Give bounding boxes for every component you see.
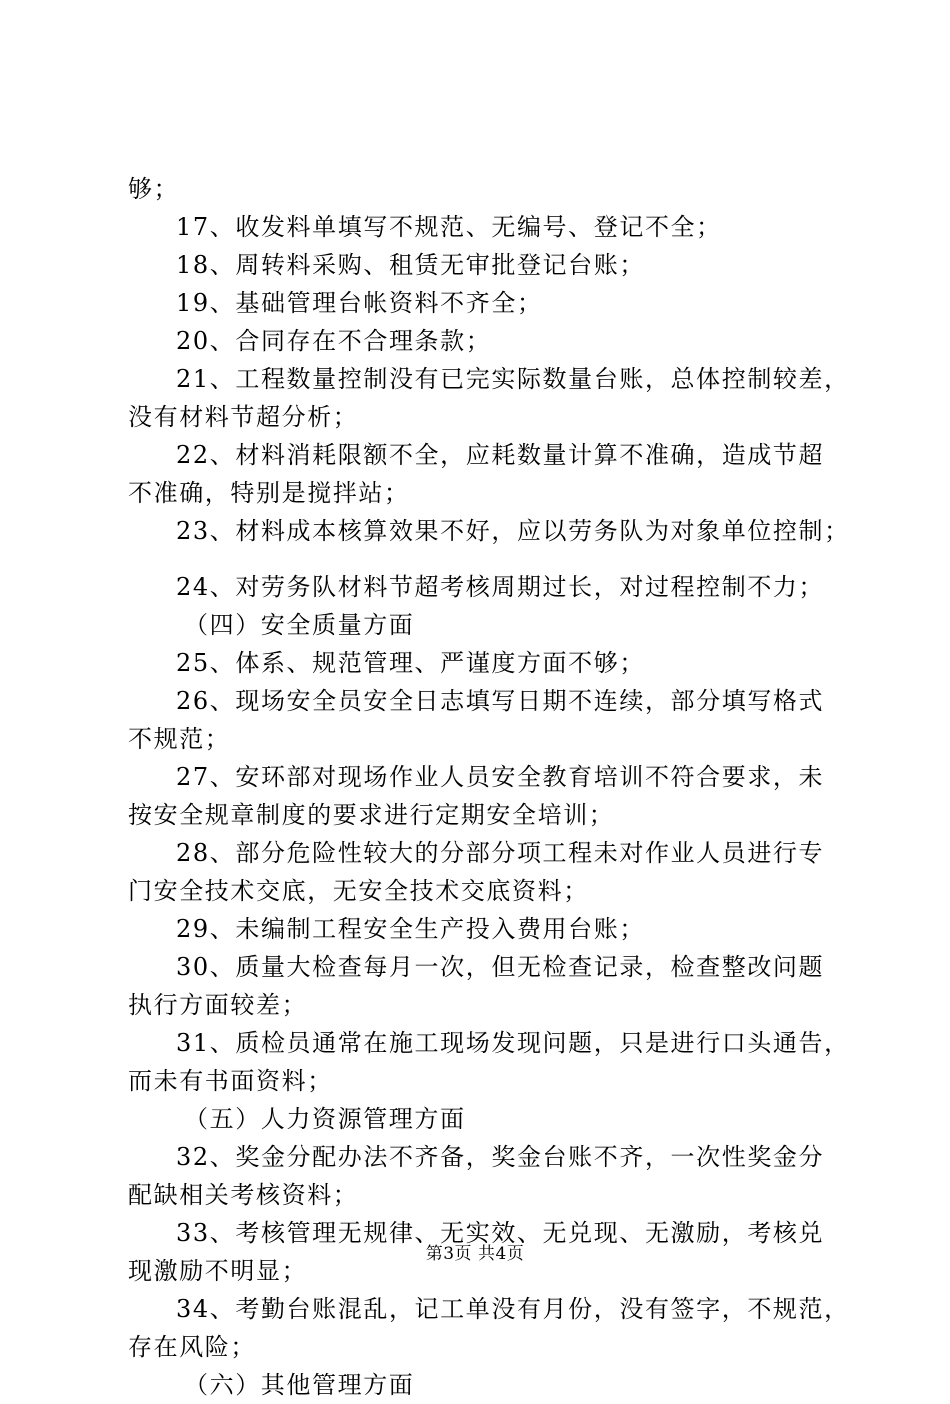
list-item-21-continued: 没有材料节超分析； <box>128 403 359 431</box>
list-item-17: 17、收发料单填写不规范、无编号、登记不全； <box>176 213 722 241</box>
list-item-23: 23、材料成本核算效果不好，应以劳务队为对象单位控制； <box>176 517 850 545</box>
list-item-33: 33、考核管理无规律、无实效、无兑现、无激励，考核兑 <box>176 1219 825 1247</box>
list-item-27: 27、安环部对现场作业人员安全教育培训不符合要求，未 <box>176 763 825 791</box>
paragraph-gap <box>128 550 844 568</box>
list-item-30-continued: 执行方面较差； <box>128 991 308 1019</box>
section-heading-other-management: （六）其他管理方面 <box>184 1371 415 1399</box>
list-item-26-continued: 不规范； <box>128 725 231 753</box>
list-item-22-continued: 不准确，特别是搅拌站； <box>128 479 410 507</box>
text-line: 够； <box>128 175 180 203</box>
list-item-31-continued: 而未有书面资料； <box>128 1067 333 1095</box>
list-item-21: 21、工程数量控制没有已完实际数量台账，总体控制较差， <box>176 365 850 393</box>
list-item-33-continued: 现激励不明显； <box>128 1257 308 1285</box>
list-item-28-continued: 门安全技术交底，无安全技术交底资料； <box>128 877 589 905</box>
section-heading-safety-quality: （四）安全质量方面 <box>184 611 415 639</box>
page-number-footer: 第3页 共4页 <box>425 1244 525 1264</box>
list-item-34: 34、考勤台账混乱，记工单没有月份，没有签字，不规范， <box>176 1295 850 1323</box>
list-item-29: 29、未编制工程安全生产投入费用台账； <box>176 915 645 943</box>
section-heading-human-resources: （五）人力资源管理方面 <box>184 1105 466 1133</box>
list-item-32-continued: 配缺相关考核资料； <box>128 1181 359 1209</box>
list-item-25: 25、体系、规范管理、严谨度方面不够； <box>176 649 645 677</box>
list-item-26: 26、现场安全员安全日志填写日期不连续，部分填写格式 <box>176 687 825 715</box>
list-item-28: 28、部分危险性较大的分部分项工程未对作业人员进行专 <box>176 839 825 867</box>
list-item-19: 19、基础管理台帐资料不齐全； <box>176 289 543 317</box>
list-item-22: 22、材料消耗限额不全，应耗数量计算不准确，造成节超 <box>176 441 825 469</box>
list-item-31: 31、质检员通常在施工现场发现问题，只是进行口头通告， <box>176 1029 850 1057</box>
list-item-27-continued: 按安全规章制度的要求进行定期安全培训； <box>128 801 615 829</box>
list-item-32: 32、奖金分配办法不齐备，奖金台账不齐，一次性奖金分 <box>176 1143 825 1171</box>
list-item-30: 30、质量大检查每月一次，但无检查记录，检查整改问题 <box>176 953 825 981</box>
list-item-34-continued: 存在风险； <box>128 1333 256 1361</box>
list-item-18: 18、周转料采购、租赁无审批登记台账； <box>176 251 645 279</box>
list-item-20: 20、合同存在不合理条款； <box>176 327 492 355</box>
document-body <box>128 170 850 1404</box>
list-item-24: 24、对劳务队材料节超考核周期过长，对过程控制不力； <box>176 573 825 601</box>
